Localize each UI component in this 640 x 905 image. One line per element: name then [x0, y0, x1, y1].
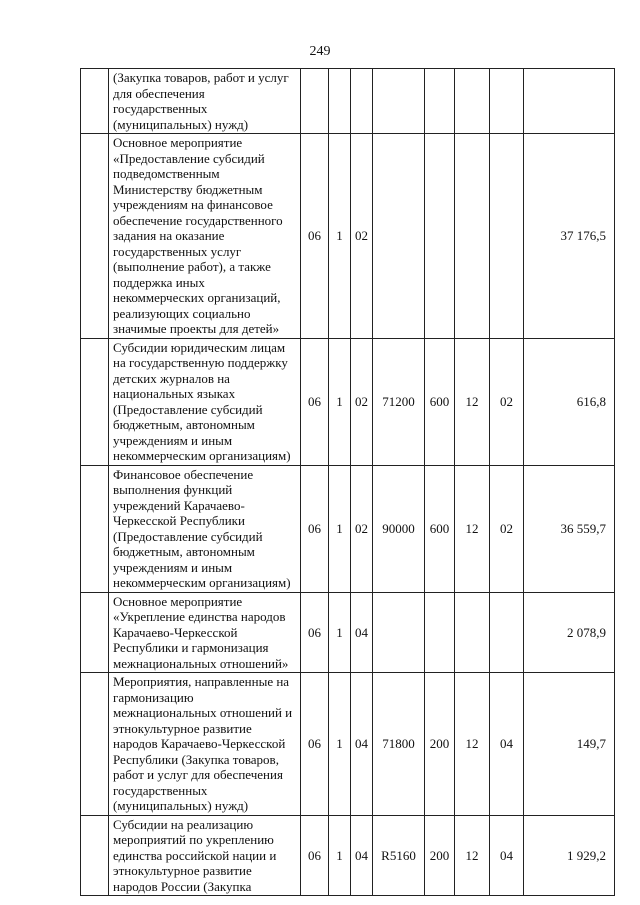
expense-type-code: 600: [425, 338, 455, 465]
table-row: [81, 69, 615, 134]
expense-type-code: 200: [425, 673, 455, 816]
row-name: Субсидии юридическим лицам на государственную поддержку детских журналов на национальных языках (Предоставление субсидий бюджетным, автономным учреждениям и иным некоммерческим организациям): [109, 338, 301, 465]
section-code: 1: [329, 465, 351, 592]
expense-type-code: 200: [425, 815, 455, 896]
ministry-code: 06: [301, 815, 329, 896]
index-cell: [81, 465, 109, 592]
ministry-code: 06: [301, 134, 329, 339]
article-code: [373, 592, 425, 673]
index-cell: [81, 815, 109, 896]
col7-code: [455, 69, 490, 134]
index-cell: [81, 673, 109, 816]
table-row: [81, 815, 615, 896]
section-code: 1: [329, 134, 351, 339]
col7-code: [455, 592, 490, 673]
article-code: R5160: [373, 815, 425, 896]
section-code: 1: [329, 592, 351, 673]
amount: 2 078,9: [524, 592, 615, 673]
table-row: [81, 338, 615, 465]
row-name: Основное мероприятие «Предоставление субсидий подведомственным Министерству бюджетным учреждениям на финансовое обеспечение государственного задания на оказание государственных услуг (выполнение работ), а также поддержка иных некоммерческих организаций, реализующих социально значимые проекты для детей»: [109, 134, 301, 339]
col7-code: 12: [455, 338, 490, 465]
row-name: Субсидии на реализацию мероприятий по укреплению единства российской нации и этнокультурное развитие народов России (Закупка: [109, 815, 301, 896]
section-code: [329, 69, 351, 134]
subsection-code: [351, 69, 373, 134]
col7-code: 12: [455, 673, 490, 816]
amount: 149,7: [524, 673, 615, 816]
page-number: 249: [309, 44, 331, 59]
expense-type-code: [425, 134, 455, 339]
col7-code: 12: [455, 815, 490, 896]
row-name: (Закупка товаров, работ и услуг для обеспечения государственных (муниципальных) нужд): [109, 69, 301, 134]
row-name: Финансовое обеспечение выполнения функций учреждений Карачаево- Черкесской Республики (Предоставление субсидий бюджетным, автономным учреждениям и иным некоммерческим организациям): [109, 465, 301, 592]
col8-code: [490, 134, 524, 339]
amount: 36 559,7: [524, 465, 615, 592]
table-row: [81, 592, 615, 673]
col8-code: [490, 69, 524, 134]
section-code: 1: [329, 338, 351, 465]
index-cell: [81, 69, 109, 134]
col8-code: [490, 592, 524, 673]
amount: 616,8: [524, 338, 615, 465]
subsection-code: 04: [351, 673, 373, 816]
table-row: [81, 673, 615, 816]
subsection-code: 04: [351, 815, 373, 896]
article-code: [373, 134, 425, 339]
expense-type-code: 600: [425, 465, 455, 592]
row-name: Основное мероприятие «Укрепление единства народов Карачаево-Черкесской Республики и гармонизация межнациональных отношений»: [109, 592, 301, 673]
amount: [524, 69, 615, 134]
col7-code: [455, 134, 490, 339]
subsection-code: 02: [351, 465, 373, 592]
row-name: Мероприятия, направленные на гармонизацию межнациональных отношений и этнокультурное развитие народов Карачаево-Черкесской Республики (Закупка товаров, работ и услуг для обеспечения государственных (муниципальных) нужд): [109, 673, 301, 816]
section-code: 1: [329, 673, 351, 816]
table-row: [81, 134, 615, 339]
article-code: [373, 69, 425, 134]
subsection-code: 02: [351, 134, 373, 339]
ministry-code: 06: [301, 592, 329, 673]
article-code: 71200: [373, 338, 425, 465]
col8-code: 02: [490, 338, 524, 465]
index-cell: [81, 134, 109, 339]
amount: 37 176,5: [524, 134, 615, 339]
section-code: 1: [329, 815, 351, 896]
article-code: 71800: [373, 673, 425, 816]
index-cell: [81, 338, 109, 465]
col7-code: 12: [455, 465, 490, 592]
col8-code: 02: [490, 465, 524, 592]
article-code: 90000: [373, 465, 425, 592]
expense-type-code: [425, 592, 455, 673]
ministry-code: 06: [301, 673, 329, 816]
ministry-code: [301, 69, 329, 134]
budget-table: [80, 68, 615, 896]
ministry-code: 06: [301, 338, 329, 465]
col8-code: 04: [490, 673, 524, 816]
expense-type-code: [425, 69, 455, 134]
col8-code: 04: [490, 815, 524, 896]
subsection-code: 02: [351, 338, 373, 465]
subsection-code: 04: [351, 592, 373, 673]
amount: 1 929,2: [524, 815, 615, 896]
index-cell: [81, 592, 109, 673]
table-row: [81, 465, 615, 592]
ministry-code: 06: [301, 465, 329, 592]
